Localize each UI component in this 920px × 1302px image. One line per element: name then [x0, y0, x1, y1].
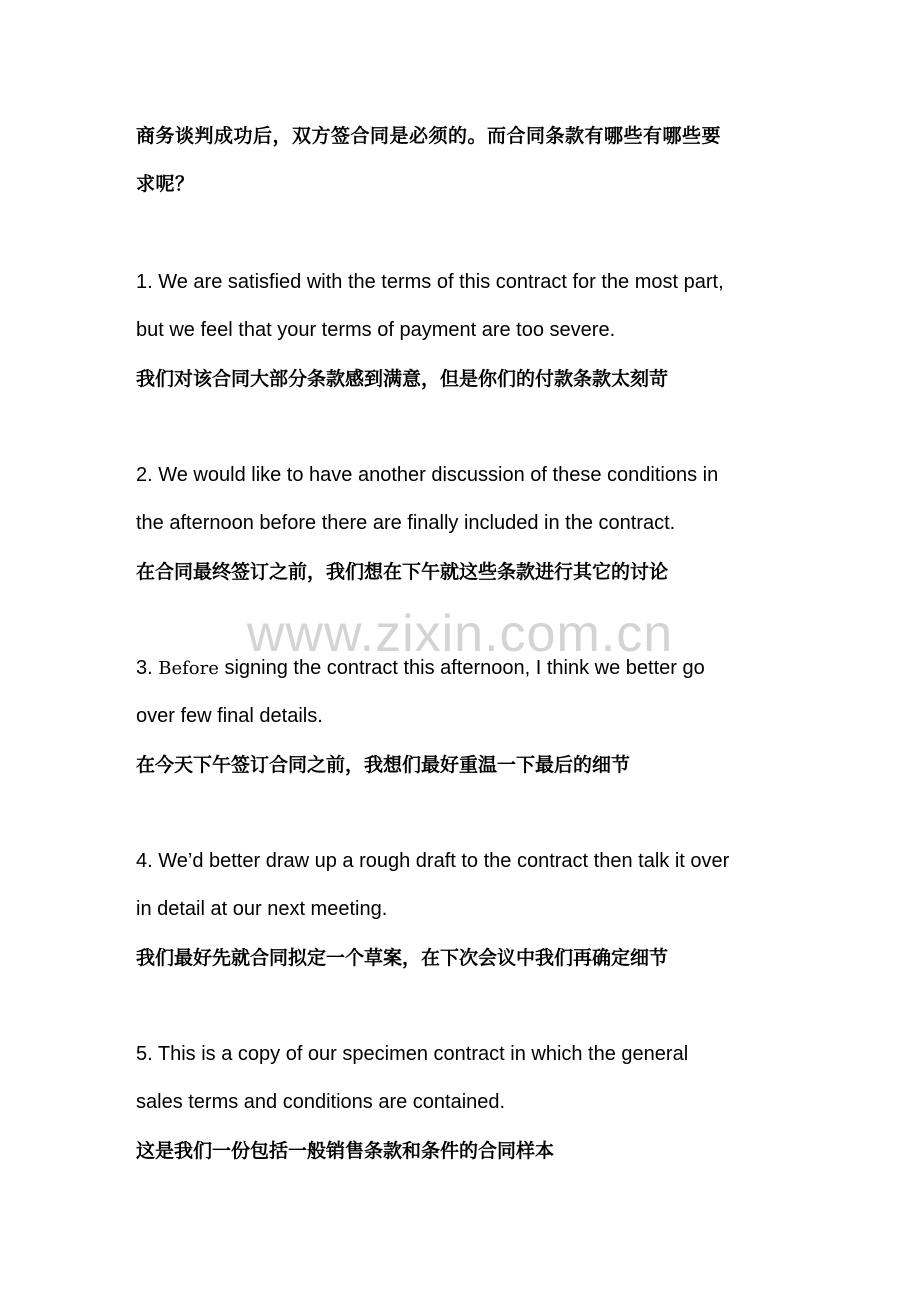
item-2-english-line-1: 2. We would like to have another discussion of these conditions in [136, 464, 719, 486]
item-3-prefix: 3. [136, 657, 159, 679]
item-5-english-line-2: sales terms and conditions are contained. [136, 1091, 506, 1113]
item-1-english-line-2: but we feel that your terms of payment are too severe. [136, 319, 616, 341]
item-4-english-line-2: in detail at our next meeting. [136, 898, 388, 920]
item-3-rest: signing the contract this afternoon, I think we better go [218, 657, 705, 679]
item-5-english-line-1: 5. This is a copy of our specimen contract in which the general [136, 1043, 689, 1065]
watermark: www.zixin.com.cn [246, 605, 674, 663]
item-3-english-line-2: over few final details. [136, 705, 323, 727]
item-2-chinese: 在合同最终签订之前，我们想在下午就这些条款进行其它的讨论 [136, 561, 669, 583]
item-1-chinese: 我们对该合同大部分条款感到满意，但是你们的付款条款太刻苛 [136, 368, 669, 390]
item-5-chinese: 这是我们一份包括一般销售条款和条件的合同样本 [136, 1140, 555, 1162]
item-4-english-line-1: 4. We’d better draw up a rough draft to the contract then talk it over [136, 850, 730, 872]
item-3-chinese: 在今天下午签订合同之前，我想们最好重温一下最后的细节 [136, 754, 631, 776]
item-1-english-line-1: 1. We are satisfied with the terms of this contract for the most part, [136, 271, 724, 293]
item-3-english-line-1 [136, 656, 705, 681]
item-2-english-line-2: the afternoon before there are finally included in the contract. [136, 512, 676, 534]
intro-line-1: 商务谈判成功后，双方签合同是必须的。而合同条款有哪些有哪些要 [136, 125, 722, 147]
item-4-chinese: 我们最好先就合同拟定一个草案，在下次会议中我们再确定细节 [136, 947, 669, 969]
item-3-serif-word: Before [158, 658, 219, 679]
intro-line-2: 求呢？ [136, 173, 195, 195]
